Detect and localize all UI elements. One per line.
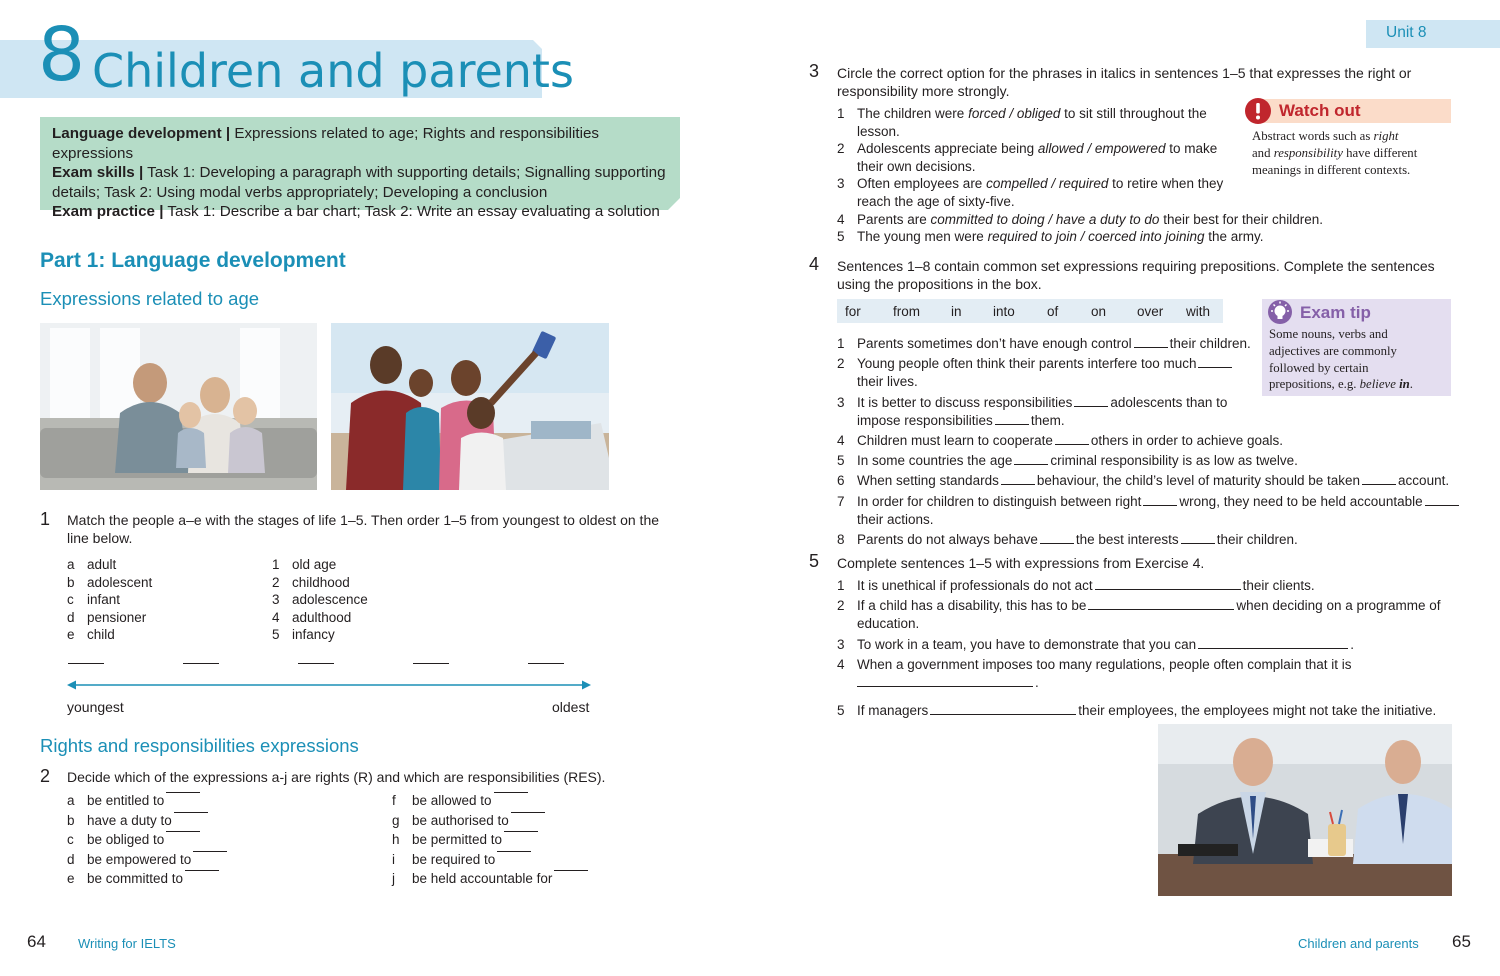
ex4-sentence-2-cont bbox=[837, 373, 1461, 391]
unit-tab: Unit 8 bbox=[1366, 20, 1500, 48]
ex5-number: 5 bbox=[809, 551, 820, 571]
section-heading-rights: Rights and responsibilities expressions bbox=[40, 735, 359, 756]
ex1-person-a bbox=[67, 556, 152, 574]
ex4-text: others in order to achieve goals. bbox=[1090, 433, 1283, 449]
right-page-number: 65 bbox=[1452, 932, 1471, 951]
ex1-person-b bbox=[67, 574, 152, 592]
business-meeting-illustration bbox=[1158, 724, 1452, 896]
ex1-person-letter: e bbox=[67, 627, 75, 643]
family-sofa-photo bbox=[40, 323, 317, 490]
ex3-text: The young men were bbox=[857, 229, 988, 245]
ex2-answer-blank[interactable] bbox=[494, 791, 528, 793]
ex4-text: It is better to discuss responsibilities bbox=[857, 394, 1073, 410]
ex3-italic-options[interactable]: forced / obliged bbox=[968, 106, 1061, 121]
ex5-text: If a child has a disability, this has to be bbox=[857, 598, 1087, 614]
ex2-number: 2 bbox=[40, 766, 51, 786]
watch-out-text-part: and bbox=[1252, 145, 1274, 160]
ex4-text: their children. bbox=[1169, 336, 1251, 351]
ex3-text: Parents are bbox=[857, 211, 931, 227]
ex1-stage-label: adulthood bbox=[292, 609, 352, 625]
ex1-stage-5 bbox=[272, 626, 368, 644]
ex3-sentence-5 bbox=[837, 228, 1323, 246]
ex2-item-a bbox=[67, 791, 229, 811]
ex5-text: To work in a team, you have to demonstrate that you can bbox=[857, 636, 1197, 652]
ex3-text: their own decisions. bbox=[857, 158, 976, 174]
ex1-stage-label: childhood bbox=[292, 574, 350, 590]
ex2-item-label: be entitled to bbox=[87, 793, 165, 808]
ex4-text: When setting standards bbox=[857, 473, 999, 489]
ex5-sentences bbox=[837, 577, 1441, 720]
ex1-stage-number: 3 bbox=[272, 592, 280, 608]
preposition-in: in bbox=[951, 304, 962, 319]
ex4-sentence-4 bbox=[837, 432, 1461, 450]
ex5-sentence-number: 1 bbox=[837, 578, 845, 593]
ex1-people-list bbox=[67, 556, 152, 644]
ex2-answer-blank[interactable] bbox=[504, 830, 538, 832]
ex2-item-c bbox=[67, 830, 229, 850]
preposition-of: of bbox=[1047, 304, 1059, 319]
ex2-answer-blank[interactable] bbox=[497, 850, 531, 852]
ex1-order-blank[interactable] bbox=[413, 663, 449, 664]
ex5-text: It is unethical if professionals do not act bbox=[857, 578, 1093, 593]
ex5-sentence-4-cont bbox=[837, 674, 1441, 692]
ex5-instructions: Complete sentences 1–5 with expressions from Exercise 4. bbox=[837, 555, 1205, 571]
ex5-sentence-3 bbox=[837, 636, 1441, 654]
ex4-answer-blank[interactable] bbox=[1143, 504, 1177, 506]
ex1-number: 1 bbox=[40, 509, 51, 529]
ex2-item-letter: g bbox=[392, 812, 400, 828]
ex4-sentences bbox=[837, 335, 1461, 549]
ex2-answer-blank[interactable] bbox=[185, 869, 219, 871]
ex5-text: education. bbox=[857, 616, 920, 632]
ex4-text: their children. bbox=[1216, 532, 1298, 548]
preposition-into: into bbox=[993, 304, 1015, 319]
ex4-text: account. bbox=[1398, 473, 1450, 489]
ex4-instructions: Sentences 1–8 contain common set expressions requiring prepositions. Complete the sentences using the propositions in the box. bbox=[837, 258, 1435, 292]
ex1-person-e bbox=[67, 626, 152, 644]
overview-skills-text: Task 1: Developing a paragraph with supporting details; Signalling supporting details; Task 2: Using modal verbs appropriately; Developing a conclusion bbox=[52, 164, 666, 201]
ex4-text: their actions. bbox=[857, 511, 934, 527]
ex1-person-letter: d bbox=[67, 609, 75, 625]
ex5-sentence-number: 5 bbox=[837, 703, 845, 719]
ex1-person-label: infant bbox=[87, 592, 121, 608]
ex5-sentence-5 bbox=[837, 702, 1441, 720]
ex2-item-d bbox=[67, 850, 229, 870]
ex2-answer-blank[interactable] bbox=[554, 869, 588, 871]
ex4-text: adolescents than to bbox=[1110, 394, 1228, 410]
ex2-item-label: be committed to bbox=[87, 871, 184, 887]
ex4-sentence-5 bbox=[837, 452, 1461, 470]
overview-skills-label: Exam skills | bbox=[52, 164, 144, 182]
exam-tip-line: prepositions, e.g. bbox=[1269, 377, 1360, 392]
ex5-sentence-2 bbox=[837, 597, 1441, 615]
ex3-text: lesson. bbox=[857, 123, 900, 139]
ex4-answer-blank[interactable] bbox=[1134, 346, 1168, 348]
ex2-item-letter: h bbox=[392, 832, 400, 848]
ex1-person-label: child bbox=[87, 627, 115, 643]
ex2-item-label: be held accountable for bbox=[412, 871, 553, 887]
ex2-item-label: have a duty to bbox=[87, 812, 172, 828]
ex5-answer-blank[interactable] bbox=[1088, 608, 1234, 610]
ex4-sentence-2 bbox=[837, 355, 1461, 373]
ex4-text: the best interests bbox=[1075, 532, 1179, 548]
ex2-item-letter: i bbox=[392, 851, 395, 867]
ex3-text: the army. bbox=[1204, 229, 1264, 245]
ex1-stages-list bbox=[272, 556, 368, 644]
ex2-instructions: Decide which of the expressions a-j are rights (R) and which are responsibilities (RES). bbox=[67, 769, 606, 785]
ex1-person-label: adolescent bbox=[87, 574, 153, 590]
ex5-text: . bbox=[1035, 675, 1039, 691]
ex5-text: their clients. bbox=[1242, 578, 1315, 593]
ex3-sentence-number: 4 bbox=[837, 211, 845, 227]
ex2-item-label: be obliged to bbox=[87, 832, 165, 848]
ex2-item-i bbox=[392, 850, 590, 870]
watch-out-text-part: have different bbox=[1342, 145, 1418, 160]
ex5-text: When a government imposes too many regulations, people often complain that it is bbox=[857, 656, 1352, 672]
ex2-item-label: be required to bbox=[412, 851, 496, 867]
ex4-answer-blank[interactable] bbox=[1040, 542, 1074, 544]
watch-out-text-part: responsibility bbox=[1273, 145, 1343, 160]
watch-out-text-part: Abstract words such as bbox=[1252, 129, 1374, 143]
watch-out-text bbox=[1252, 128, 1417, 178]
ex4-text: them. bbox=[1030, 412, 1065, 428]
ex5-sentence-2-cont bbox=[837, 615, 1441, 633]
ex2-right-list bbox=[392, 791, 590, 889]
ex1-stage-label: adolescence bbox=[292, 592, 368, 608]
ex4-text: criminal responsibility is as low as twelve. bbox=[1050, 453, 1298, 469]
ex1-stage-4 bbox=[272, 609, 368, 627]
ex2-answer-blank[interactable] bbox=[166, 830, 200, 832]
overview-practice-label: Exam practice | bbox=[52, 203, 164, 221]
ex1-person-label: adult bbox=[87, 557, 117, 572]
ex3-text: to make bbox=[1165, 141, 1218, 157]
youngest-label: youngest bbox=[67, 699, 124, 715]
ex3-text: to sit still throughout the bbox=[1060, 106, 1207, 121]
exam-tip-line: in bbox=[1399, 377, 1410, 392]
ex4-sentence-number: 1 bbox=[837, 336, 845, 351]
ex4-sentence-8 bbox=[837, 531, 1461, 549]
ex2-item-letter: f bbox=[392, 793, 396, 808]
ex2-item-label: be allowed to bbox=[412, 793, 492, 808]
ex4-sentence-7 bbox=[837, 493, 1461, 511]
ex2-item-e bbox=[67, 869, 229, 889]
ex1-order-blank[interactable] bbox=[528, 663, 564, 664]
ex4-answer-blank[interactable] bbox=[1362, 483, 1396, 485]
ex4-text: their lives. bbox=[857, 374, 918, 390]
overview-lang-label: Language development | bbox=[52, 125, 231, 142]
preposition-on: on bbox=[1091, 304, 1107, 319]
ex3-italic-options[interactable]: required to join / coerced into joining bbox=[987, 229, 1205, 245]
right-footer-title: Children and parents bbox=[1298, 936, 1419, 951]
ex3-text: their best for their children. bbox=[1159, 211, 1324, 227]
ex3-sentence-number: 5 bbox=[837, 229, 845, 245]
ex4-answer-blank[interactable] bbox=[1055, 443, 1089, 445]
ex4-sentence-number: 7 bbox=[837, 493, 845, 509]
ex2-item-label: be permitted to bbox=[412, 832, 503, 848]
oldest-label: oldest bbox=[552, 699, 590, 715]
ex2-item-j bbox=[392, 869, 590, 889]
ex5-sentence-1 bbox=[837, 577, 1441, 595]
ex3-sentence-number: 2 bbox=[837, 141, 845, 157]
ex1-person-label: pensioner bbox=[87, 609, 147, 625]
ex4-text: Young people often think their parents interfere too much bbox=[857, 356, 1197, 372]
ex3-sentence-4 bbox=[837, 211, 1323, 229]
ex2-item-b bbox=[67, 811, 229, 831]
preposition-with: with bbox=[1186, 304, 1211, 319]
ex4-answer-blank[interactable] bbox=[1074, 405, 1108, 407]
ex5-sentence-number: 3 bbox=[837, 636, 845, 652]
watch-out-title: Watch out bbox=[1279, 101, 1361, 120]
watch-out-text-part: meanings in different contexts. bbox=[1252, 162, 1411, 177]
ex1-order-blank[interactable] bbox=[298, 663, 334, 664]
ex1-stage-label: old age bbox=[292, 557, 337, 572]
ex5-text: their employees, the employees might not take the initiative. bbox=[1078, 703, 1437, 719]
ex1-stage-3 bbox=[272, 591, 368, 609]
ex4-answer-blank[interactable] bbox=[1198, 366, 1232, 368]
ex2-answer-blank[interactable] bbox=[166, 791, 200, 793]
ex4-text: Parents sometimes don’t have enough control bbox=[857, 336, 1132, 351]
ex2-left-list bbox=[67, 791, 229, 889]
ex2-item-letter: e bbox=[67, 871, 75, 887]
ex1-person-d bbox=[67, 609, 152, 627]
ex1-stage-label: infancy bbox=[292, 627, 335, 643]
exam-tip-line: believe bbox=[1359, 377, 1400, 392]
ex1-stage-2 bbox=[272, 574, 368, 592]
ex3-italic-options[interactable]: allowed / empowered bbox=[1037, 141, 1166, 157]
ex3-text: Often employees are bbox=[857, 176, 987, 192]
ex4-text: wrong, they need to be held accountable bbox=[1179, 493, 1423, 509]
ex1-person-letter: a bbox=[67, 557, 75, 572]
ex3-number: 3 bbox=[809, 61, 820, 81]
ex1-order-blank[interactable] bbox=[68, 663, 104, 664]
ex4-sentence-number: 4 bbox=[837, 433, 845, 449]
section-heading-age: Expressions related to age bbox=[40, 288, 260, 309]
ex1-stage-number: 1 bbox=[272, 557, 280, 572]
ex2-item-h bbox=[392, 830, 590, 850]
ex4-text: impose responsibilities bbox=[857, 412, 993, 428]
preposition-over: over bbox=[1137, 304, 1164, 319]
ex2-item-f bbox=[392, 791, 590, 811]
ex4-answer-blank[interactable] bbox=[1181, 542, 1215, 544]
ex4-sentence-number: 5 bbox=[837, 453, 845, 469]
ex5-sentence-number: 2 bbox=[837, 598, 845, 614]
ex1-person-letter: b bbox=[67, 574, 75, 590]
ex5-sentence-4 bbox=[837, 656, 1441, 674]
ex5-text: when deciding on a programme of bbox=[1236, 598, 1441, 614]
ex5-answer-blank[interactable] bbox=[1198, 647, 1348, 649]
left-page-number: 64 bbox=[27, 932, 46, 951]
ex4-sentence-number: 2 bbox=[837, 356, 845, 372]
ex4-text: In order for children to distinguish between right bbox=[857, 493, 1142, 509]
ex2-item-g bbox=[392, 811, 590, 831]
ex4-text: behaviour, the child’s level of maturity should be taken bbox=[1036, 473, 1361, 489]
exam-tip-line: . bbox=[1409, 377, 1413, 392]
ex4-sentence-number: 6 bbox=[837, 473, 845, 489]
ex5-answer-blank[interactable] bbox=[1095, 588, 1241, 590]
ex2-answer-blank[interactable] bbox=[511, 811, 545, 813]
ex5-answer-blank[interactable] bbox=[857, 685, 1033, 687]
ex3-sentence-number: 1 bbox=[837, 106, 845, 121]
exam-tip-line: Some nouns, verbs and bbox=[1269, 327, 1388, 341]
ex4-text: Parents do not always behave bbox=[857, 532, 1038, 548]
ex3-text: to retire when they bbox=[1108, 176, 1224, 192]
ex4-number: 4 bbox=[809, 254, 820, 274]
family-selfie-photo bbox=[331, 323, 609, 490]
preposition-from: from bbox=[893, 304, 920, 319]
part1-heading: Part 1: Language development bbox=[40, 249, 346, 272]
overview-practice-text: Task 1: Describe a bar chart; Task 2: Write an essay evaluating a solution bbox=[163, 203, 660, 221]
ex5-sentence-number: 4 bbox=[837, 656, 845, 672]
ex5-answer-blank[interactable] bbox=[930, 713, 1076, 715]
overview-lang-text: Expressions related to age; Rights and responsibilities expressions bbox=[52, 125, 600, 162]
ex2-item-label: be empowered to bbox=[87, 851, 192, 867]
ex2-answer-blank[interactable] bbox=[174, 811, 208, 813]
ex4-answer-blank[interactable] bbox=[995, 423, 1029, 425]
ex4-sentence-6 bbox=[837, 472, 1461, 490]
ex4-answer-blank[interactable] bbox=[1014, 463, 1048, 465]
ex5-text: . bbox=[1350, 636, 1354, 652]
chapter-number: 8 bbox=[38, 12, 86, 98]
ex4-sentence-1 bbox=[837, 335, 1461, 353]
ex1-person-letter: c bbox=[67, 592, 74, 608]
chapter-title: Children and parents bbox=[92, 44, 574, 98]
ex3-text: The children were bbox=[857, 106, 969, 121]
warning-icon bbox=[1244, 97, 1272, 125]
ex3-text: reach the age of sixty-five. bbox=[857, 193, 1015, 209]
ex4-sentence-7-cont bbox=[837, 511, 1461, 529]
ex1-stage-number: 4 bbox=[272, 609, 280, 625]
watch-out-box bbox=[1244, 97, 1451, 181]
ex3-sentence-3-cont bbox=[837, 193, 1323, 211]
ex1-person-c bbox=[67, 591, 152, 609]
ex4-answer-blank[interactable] bbox=[1001, 483, 1035, 485]
ex4-text: Children must learn to cooperate bbox=[857, 433, 1053, 449]
ex3-sentence-number: 3 bbox=[837, 176, 845, 192]
ex2-item-letter: j bbox=[392, 871, 395, 887]
ex3-instructions: Circle the correct option for the phrases in italics in sentences 1–5 that expresses the right or responsibility more strongly. bbox=[837, 65, 1412, 99]
unit-overview-box bbox=[40, 117, 680, 221]
business-meeting-photo bbox=[1158, 724, 1452, 896]
age-arrow-line bbox=[66, 678, 592, 692]
ex3-italic-options[interactable]: compelled / required bbox=[986, 176, 1109, 192]
lightbulb-tip-icon bbox=[1266, 299, 1294, 325]
ex4-sentence-number: 3 bbox=[837, 394, 845, 410]
ex4-sentence-3-cont bbox=[837, 412, 1461, 430]
family-sofa-illustration bbox=[40, 323, 317, 490]
ex4-sentence-number: 8 bbox=[837, 532, 845, 548]
ex1-stage-number: 2 bbox=[272, 574, 280, 590]
ex1-stage-number: 5 bbox=[272, 627, 280, 643]
ex4-answer-blank[interactable] bbox=[1425, 504, 1459, 506]
ex2-item-letter: a bbox=[67, 793, 75, 808]
ex1-order-blank[interactable] bbox=[183, 663, 219, 664]
watch-out-text-part: right bbox=[1373, 129, 1399, 143]
ex4-text: In some countries the age bbox=[857, 453, 1013, 469]
ex2-answer-blank[interactable] bbox=[193, 850, 227, 852]
ex4-sentence-3 bbox=[837, 394, 1461, 412]
exam-tip-title: Exam tip bbox=[1300, 303, 1371, 322]
ex1-instructions: Match the people a–e with the stages of life 1–5. Then order 1–5 from youngest to oldest on the line below. bbox=[67, 512, 660, 546]
exam-tip-line: adjectives are commonly bbox=[1269, 343, 1397, 358]
ex2-item-letter: b bbox=[67, 812, 75, 828]
ex5-text: If managers bbox=[857, 703, 929, 719]
ex2-item-letter: d bbox=[67, 851, 75, 867]
ex1-stage-1 bbox=[272, 556, 368, 574]
ex3-text: Adolescents appreciate being bbox=[857, 141, 1038, 157]
exam-tip-line: followed by certain bbox=[1269, 360, 1369, 375]
left-footer-title: Writing for IELTS bbox=[78, 936, 176, 951]
preposition-for: for bbox=[845, 304, 861, 319]
family-selfie-illustration bbox=[331, 323, 609, 490]
ex2-item-label: be authorised to bbox=[412, 812, 509, 828]
ex3-italic-options[interactable]: committed to doing / have a duty to do bbox=[930, 211, 1160, 227]
ex2-item-letter: c bbox=[67, 832, 74, 848]
